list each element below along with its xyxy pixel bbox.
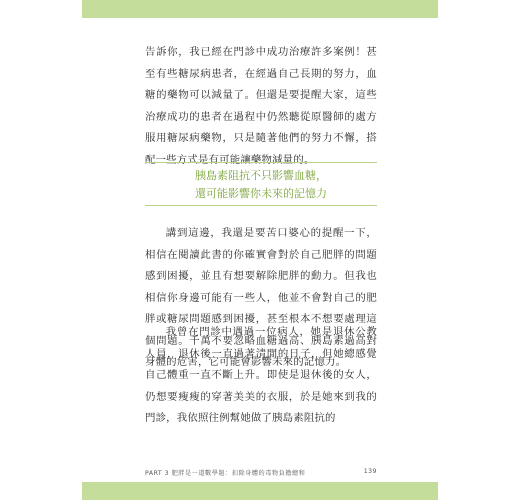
paragraph-3 <box>145 322 377 430</box>
section-heading <box>145 162 377 206</box>
page-number: 139 <box>363 468 377 475</box>
section-heading-line-2: 還可能影響你未來的記憶力 <box>195 187 327 200</box>
top-color-band <box>82 0 438 18</box>
section-heading-line-1: 胰島素阻抗不只影響血糖， <box>195 169 327 182</box>
paragraph-2-text: 講到這邊，我還是要苦口婆心的提醒一下，相信在閱讀此書的你確實會對於自己肥胖的問題感到困擾，並且有想要解除肥胖的動力。但我也相信你身邊可能有一些人，他並不會對自己的肥胖或糖尿問題感到困擾，甚至根本不想要處理這個問題。千萬不要忽略血糖過高、胰島素過高對身體的危害，它可能會影響未來的記憶力。 <box>145 227 377 368</box>
paragraph-1 <box>145 42 377 171</box>
paragraph-3-text: 我曾在門診中遇過一位病人，她是退休公教人員，退休後一直過著清閒的日子，但她總感覺自己體重一直不斷上升。即使是退休後的女人，仍想要瘦瘦的穿著美美的衣服，於是她來到我的門診，我依照往例幫她做了胰島素阻抗的 <box>145 326 377 424</box>
footer-part-label: PART 3 肥胖是一道數學題：扣除身體的毒物負擔總和 <box>145 470 306 477</box>
bottom-color-band <box>82 482 438 500</box>
paragraph-1-text: 告訴你，我已經在門診中成功治療許多案例！甚至有些糖尿病患者，在經過自己長期的努力，血糖的藥物可以減量了。但還是要提醒大家，這些治療成功的患者在過程中仍然聽從原醫師的處方服用糖尿病藥物，只是隨著他們的努力不懈，搭配一些方式是有可能讓藥物減量的。 <box>145 46 377 166</box>
